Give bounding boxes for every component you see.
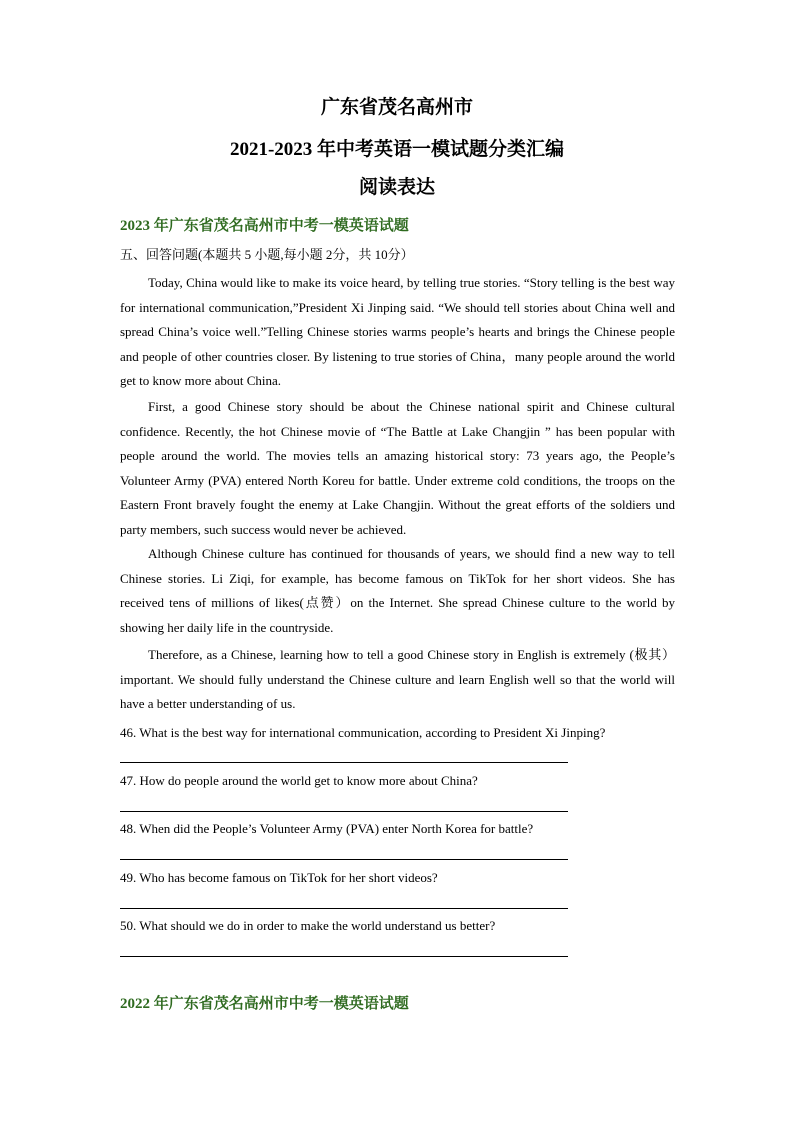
question-47: 47. How do people around the world get to know more about China? — [120, 773, 478, 788]
paragraph-text: First, a good Chinese story should be about the Chinese national spirit and Chinese cultural confidence. Recently, the hot Chinese movie of “The Battle at Lake Changjin ” has been popular with people around the world. The movies tells an amazing historical story: 73 years ago, the People’s Volunteer Army (PVA) entered North Koreu for battle. Under extreme cold conditions, the troops on the Eastern Front bravely fought the enemy at Lake Changjin. Without the great efforts of the soldiers und party members, such success would never be achieved. — [120, 399, 675, 537]
section-instructions: 五、回答问题(本题共 5 小题,每小题 2分，共 10分） — [120, 247, 414, 262]
passage-paragraph — [120, 643, 675, 717]
paragraph-text: Therefore, as a Chinese, learning how to tell a good Chinese story in English is extremely (极其）important. We should fully understand the Chinese culture and learn English well so that the world will have a better understanding of us. — [120, 647, 675, 711]
answer-line-50[interactable] — [120, 956, 568, 957]
question-48: 48. When did the People’s Volunteer Army (PVA) enter North Korea for battle? — [120, 821, 534, 836]
document-title-region: 广东省茂名高州市 — [320, 97, 473, 118]
answer-line-47[interactable] — [120, 811, 568, 812]
section-heading-2022: 2022 年广东省茂名高州市中考一模英语试题 — [120, 996, 409, 1012]
paragraph-text: Although Chinese culture has continued for thousands of years, we should find a new way to tell Chinese stories. Li Ziqi, for example, has become famous on TikTok for her short videos. She has received tens of millions of likes(点赞）on the Internet. She spread Chinese culture to the world by showing her daily life in the countryside. — [120, 546, 675, 635]
passage-paragraph — [120, 395, 675, 542]
question-46: 46. What is the best way for international communication, according to President Xi Jinping? — [120, 725, 606, 740]
question-50: 50. What should we do in order to make the world understand us better? — [120, 918, 496, 933]
answer-line-46[interactable] — [120, 762, 568, 763]
question-49: 49. Who has become famous on TikTok for her short videos? — [120, 870, 438, 885]
document-title-exam: 2021-2023 年中考英语一模试题分类汇编 — [229, 139, 565, 160]
section-heading-2023: 2023 年广东省茂名高州市中考一模英语试题 — [120, 218, 409, 234]
document-title-topic: 阅读表达 — [358, 177, 435, 198]
answer-line-49[interactable] — [120, 908, 568, 909]
paragraph-text: Today, China would like to make its voice heard, by telling true stories. “Story telling is the best way for international communication,”President Xi Jinping said. “We should tell stories about China well and spread China’s voice well.”Telling Chinese stories warms people’s hearts and brings the Chinese people and people of other countries closer. By listening to true stories of China，many people around the world get to know more about China. — [120, 275, 675, 388]
passage-paragraph — [120, 271, 675, 394]
passage-paragraph — [120, 542, 675, 640]
answer-line-48[interactable] — [120, 859, 568, 860]
